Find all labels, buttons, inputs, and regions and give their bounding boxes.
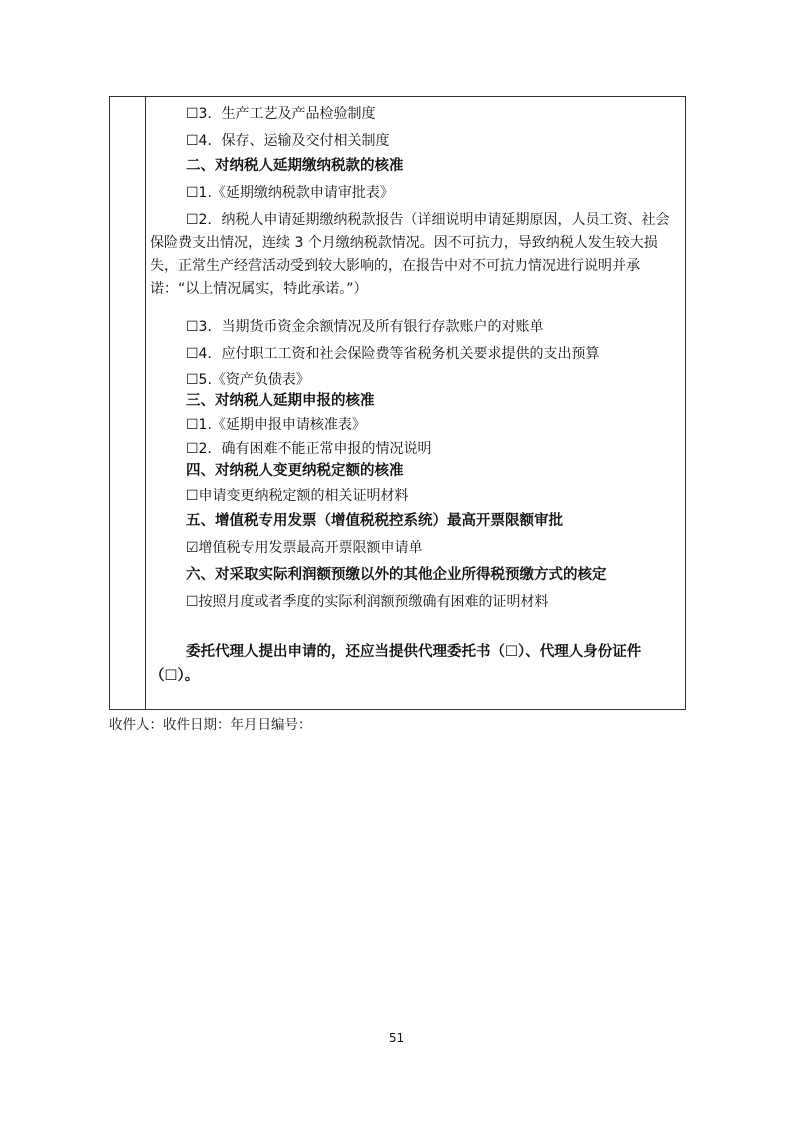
table-column-divider (145, 96, 146, 710)
checkbox-item-prepayment-proof[interactable]: ☐按照月度或者季度的实际利润额预缴确有困难的证明材料 (186, 594, 549, 610)
section-heading-quota-change: 四、对纳税人变更纳税定额的核准 (186, 463, 404, 479)
checkbox-item-filing-form[interactable]: ☐1.《延期申报申请核准表》 (186, 417, 366, 433)
checkbox-item-process[interactable]: ☐3．生产工艺及产品检验制度 (186, 106, 376, 122)
checkbox-item-deferral-report[interactable]: ☐2．纳税人申请延期缴纳税款报告（详细说明申请延期原因，人员工资、社会保险费支出情况，连续 3 个月缴纳税款情况。因不可抗力，导致纳税人发生较大损失，正常生产经营活动受到较大影响的，在报告中对不可抗力情况进行说明并承诺：“以上情况属实，特此承诺。”） (150, 212, 670, 297)
section-heading-invoice-limit: 五、增值税专用发票（增值税税控系统）最高开票限额审批 (186, 513, 563, 529)
section-heading-deferred-payment: 二、对纳税人延期缴纳税款的核准 (186, 158, 404, 174)
checkbox-item-bank-statement[interactable]: ☐3．当期货币资金余额情况及所有银行存款账户的对账单 (186, 319, 544, 335)
checkbox-item-expense-budget[interactable]: ☐4．应付职工工资和社会保险费等省税务机关要求提供的支出预算 (186, 346, 600, 362)
checkbox-item-difficulty-statement[interactable]: ☐2．确有困难不能正常申报的情况说明 (186, 441, 432, 457)
page-number: 51 (388, 1031, 405, 1045)
checkbox-item-storage[interactable]: ☐4．保存、运输及交付相关制度 (186, 133, 390, 149)
section-heading-prepayment-method: 六、对采取实际利润额预缴以外的其他企业所得税预缴方式的核定 (186, 567, 607, 583)
checkbox-item-approval-form[interactable]: ☐1.《延期缴纳税款申请审批表》 (186, 185, 394, 201)
checkbox-item-quota-proof[interactable]: ☐申请变更纳税定额的相关证明材料 (186, 488, 409, 504)
section-heading-deferred-filing: 三、对纳税人延期申报的核准 (186, 393, 375, 409)
agent-note: 委托代理人提出申请的，还应当提供代理委托书（☐）、代理人身份证件（☐）。 (150, 644, 642, 684)
checkbox-item-invoice-limit-form[interactable]: ☑增值税专用发票最高开票限额申请单 (186, 540, 423, 556)
checkbox-item-balance-sheet[interactable]: ☐5.《资产负债表》 (186, 372, 310, 388)
receipt-info: 收件人：收件日期：年月日编号： (109, 717, 312, 733)
